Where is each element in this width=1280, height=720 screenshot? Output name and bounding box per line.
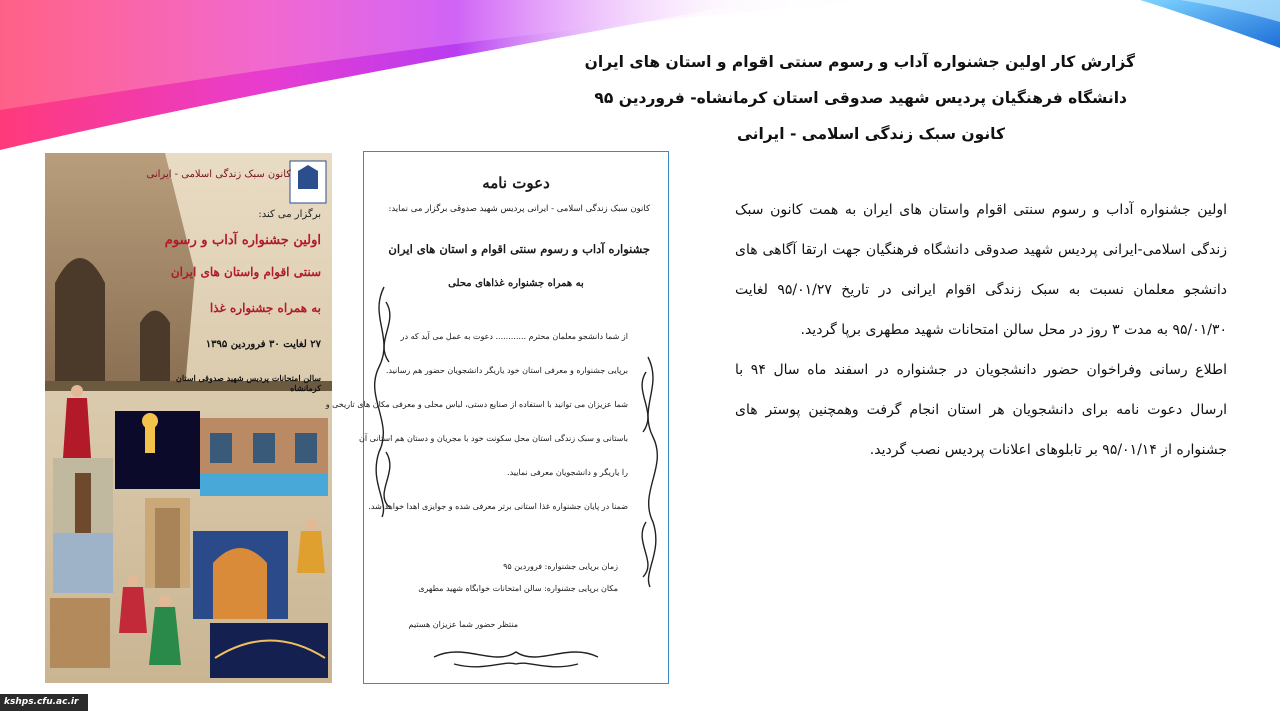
invitation-line-5: برپایی جشنواره و معرفی استان خود یاریگر دانشجویان حضور هم رسانید.: [385, 366, 628, 375]
festival-poster-image: [45, 153, 332, 683]
invitation-title: دعوت نامه: [482, 174, 550, 192]
invitation-line-8: را یاریگر و دانشجویان معرفی نمایید.: [507, 468, 628, 477]
invitation-line-1: کانون سبک زندگی اسلامی - ایرانی پردیس شهید صدوقی برگزار می نماید:: [388, 204, 650, 214]
header-swoosh-decoration: [0, 0, 1280, 160]
report-title: گزارش کار اولین جشنواره آداب و رسوم سنتی اقوام و استان های ایران: [584, 53, 1135, 71]
report-organizer: کانون سبک زندگی اسلامی - ایرانی: [736, 125, 1005, 143]
poster-venue: سالن امتحانات پردیس شهید صدوقی استان کرمانشاه: [176, 373, 321, 393]
invitation-time: زمان برپایی جشنواره: فروردین ۹۵: [503, 562, 618, 571]
poster-dates: ۲۷ لغایت ۳۰ فروردین ۱۳۹۵: [205, 339, 321, 350]
invitation-place: مکان برپایی جشنواره: سالن امتحانات خوابگاه شهید مطهری: [418, 584, 618, 593]
invitation-line-9: ضمنا در پایان جشنواره غذا استانی برتر معرفی شده و جوایزی اهدا خواهد شد.: [368, 502, 628, 511]
invitation-card-image: [325, 151, 669, 684]
body-paragraph-2: اطلاع رسانی وفراخوان حضور دانشجویان در جشنواره در اسفند ماه سال ۹۴ با ارسال دعوت نامه برای دانشجویان هر استان انجام گرفت وهمچنین پوستر های جشنواره از ۹۵/۰۱/۱۴ بر تابلوهای اعلانات پردیس نصب گردید.: [735, 362, 1227, 458]
poster-food-festival: به همراه جشنواره غذا: [209, 301, 321, 315]
invitation-body: [325, 320, 628, 524]
invitation-food-festival: به همراه جشنواره غذاهای محلی: [448, 278, 584, 289]
invitation-closing: منتظر حضور شما عزیزان هستیم: [408, 620, 518, 629]
body-paragraph-1: اولین جشنواره آداب و رسوم سنتی اقوام واستان های ایران به همت کانون سبک زندگی اسلامی-ایرانی پردیس شهید صدوقی دانشگاه فرهنگیان جهت ارتقا آگاهی های دانشجو معلمان نسبت به سبک زندگی اقوام ایرانی در تاریخ ۹۵/۰۱/۲۷ لغایت ۹۵/۰۱/۳۰ به مدت ۳ روز در محل سالن امتحانات شهید مطهری برپا گردید.: [735, 202, 1227, 338]
invitation-line-6: شما عزیزان می توانید با استفاده از صنایع دستی، لباس محلی و معرفی مکان های تاریخی و: [325, 400, 628, 409]
report-subtitle: دانشگاه فرهنگیان پردیس شهید صدوقی استان کرمانشاه- فروردین ۹۵: [594, 89, 1127, 107]
invitation-festival-name: جشنواره آداب و رسوم سنتی اقوام و استان های ایران: [388, 242, 650, 256]
invitation-line-4: از شما دانشجو معلمان محترم ............ دعوت به عمل می آید که در: [400, 332, 628, 341]
invitation-line-7: باستانی و سبک زندگی استان محل سکونت خود با مجریان و دستان هم استانی آن: [359, 434, 628, 443]
report-body: [735, 190, 1227, 470]
poster-organizer: کانون سبک زندگی اسلامی - ایرانی: [146, 169, 291, 180]
site-url-badge: kshps.cfu.ac.ir: [0, 694, 88, 711]
poster-presents: برگزار می کند:: [258, 209, 321, 220]
poster-title-1: اولین جشنواره آداب و رسوم: [164, 233, 321, 248]
poster-title-2: سنتی اقوام واستان های ایران: [170, 265, 321, 279]
